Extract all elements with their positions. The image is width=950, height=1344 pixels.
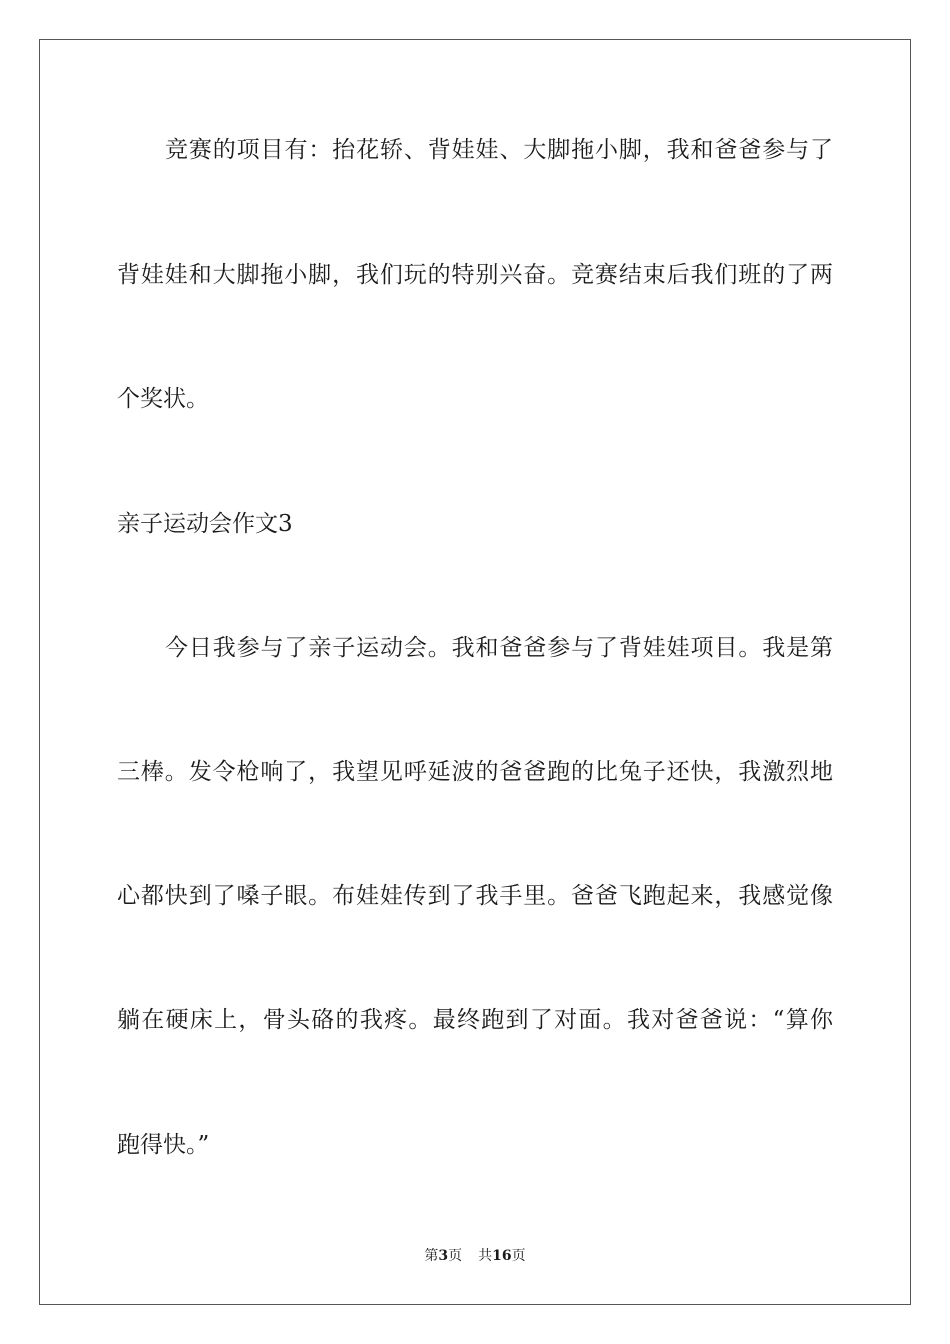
paragraph-1-line-2: 背娃娃和大脚拖小脚，我们玩的特别兴奋。竞赛结束后我们班的了两: [117, 262, 833, 288]
page-border: [39, 39, 911, 1305]
paragraph-1-line-1: 竞赛的项目有：抬花轿、背娃娃、大脚拖小脚，我和爸爸参与了: [165, 137, 833, 163]
section-heading: 亲子运动会作文3: [117, 511, 293, 537]
page-number: [424, 1246, 462, 1266]
total-prefix: 共: [478, 1248, 493, 1264]
paragraph-2-line-1: 今日我参与了亲子运动会。我和爸爸参与了背娃娃项目。我是第: [165, 635, 833, 661]
paragraph-2-line-3: 心都快到了嗓子眼。布娃娃传到了我手里。爸爸飞跑起来，我感觉像: [117, 883, 833, 909]
page-prefix: 第: [424, 1248, 439, 1264]
page-suffix: 页: [448, 1248, 463, 1264]
page-footer: [0, 1246, 950, 1266]
total-suffix: 页: [511, 1248, 526, 1264]
total-pages: 16: [492, 1248, 512, 1264]
paragraph-2-line-4: 躺在硬床上，骨头硌的我疼。最终跑到了对面。我对爸爸说：“算你: [117, 1007, 833, 1033]
paragraph-2-line-5: 跑得快。”: [117, 1132, 210, 1158]
paragraph-2-line-2: 三棒。发令枪响了，我望见呼延波的爸爸跑的比兔子还快，我激烈地: [117, 759, 833, 785]
page-current: 3: [438, 1248, 449, 1264]
paragraph-1-line-3: 个奖状。: [117, 386, 209, 412]
page-total: [478, 1246, 525, 1266]
